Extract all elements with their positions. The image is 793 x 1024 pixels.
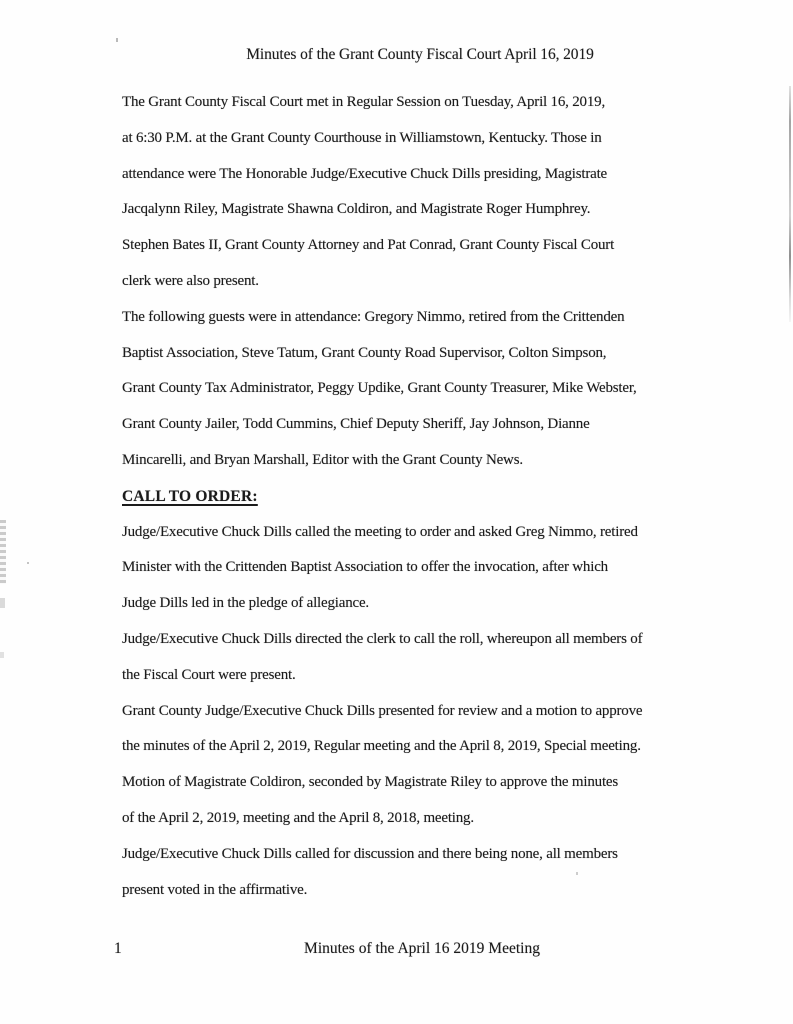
body-line: Motion of Magistrate Coldiron, seconded by Magistrate Riley to approve the minutes [122,774,619,791]
body-line: Judge Dills led in the pledge of allegiance. [122,595,369,612]
footer-title: Minutes of the April 16 2019 Meeting [304,940,540,957]
body-line: Grant County Jailer, Todd Cummins, Chief Deputy Sheriff, Jay Johnson, Dianne [122,416,590,433]
section-heading-line [122,479,722,515]
scan-artifact-right-line [789,86,791,322]
body-line: The following guests were in attendance: Gregory Nimmo, retired from the Crittenden [122,308,625,325]
body-line: The Grant County Fiscal Court met in Regular Session on Tuesday, April 16, 2019, [122,94,606,110]
page-footer [0,938,793,960]
body-line: Jacqalynn Riley, Magistrate Shawna Coldiron, and Magistrate Roger Humphrey. [122,201,591,218]
scan-artifact-left-mark [0,652,4,658]
scan-artifact-left-mark [0,598,5,608]
body-line: present voted in the affirmative. [122,881,308,898]
page-number: 1 [114,940,122,957]
body-line: Minister with the Crittenden Baptist Association to offer the invocation, after which [122,559,608,576]
body-line: Mincarelli, and Bryan Marshall, Editor with the Grant County News. [122,451,523,468]
scan-artifact-speck [27,562,29,564]
body-line: Stephen Bates II, Grant County Attorney and Pat Conrad, Grant County Fiscal Court [122,237,615,254]
body-line: attendance were The Honorable Judge/Executive Chuck Dills presiding, Magistrate [122,165,608,182]
body-line: Grant County Tax Administrator, Peggy Updike, Grant County Treasurer, Mike Webster, [122,380,637,397]
body-line: Judge/Executive Chuck Dills called the meeting to order and asked Greg Nimmo, retired [122,523,638,540]
body-line: at 6:30 P.M. at the Grant County Courthouse in Williamstown, Kentucky. Those in [122,129,602,146]
body-line: clerk were also present. [122,272,259,289]
body-line: the minutes of the April 2, 2019, Regular meeting and the April 8, 2019, Special meeting. [122,738,641,755]
section-heading: CALL TO ORDER: [122,487,258,505]
scan-artifact-left-strip [0,520,6,584]
document-body [122,85,722,908]
body-line: of the April 2, 2019, meeting and the April 8, 2018, meeting. [122,809,474,826]
body-line: Judge/Executive Chuck Dills called for discussion and there being none, all members [122,845,618,862]
body-line: Baptist Association, Steve Tatum, Grant County Road Supervisor, Colton Simpson, [122,344,607,361]
body-line: Grant County Judge/Executive Chuck Dills presented for review and a motion to approve [122,702,643,719]
document-title: Minutes of the Grant County Fiscal Court April 16, 2019 [246,46,594,63]
body-line: Judge/Executive Chuck Dills directed the clerk to call the roll, whereupon all members of [122,630,643,647]
scan-artifact-speck [116,38,118,42]
body-line: the Fiscal Court were present. [122,666,296,683]
